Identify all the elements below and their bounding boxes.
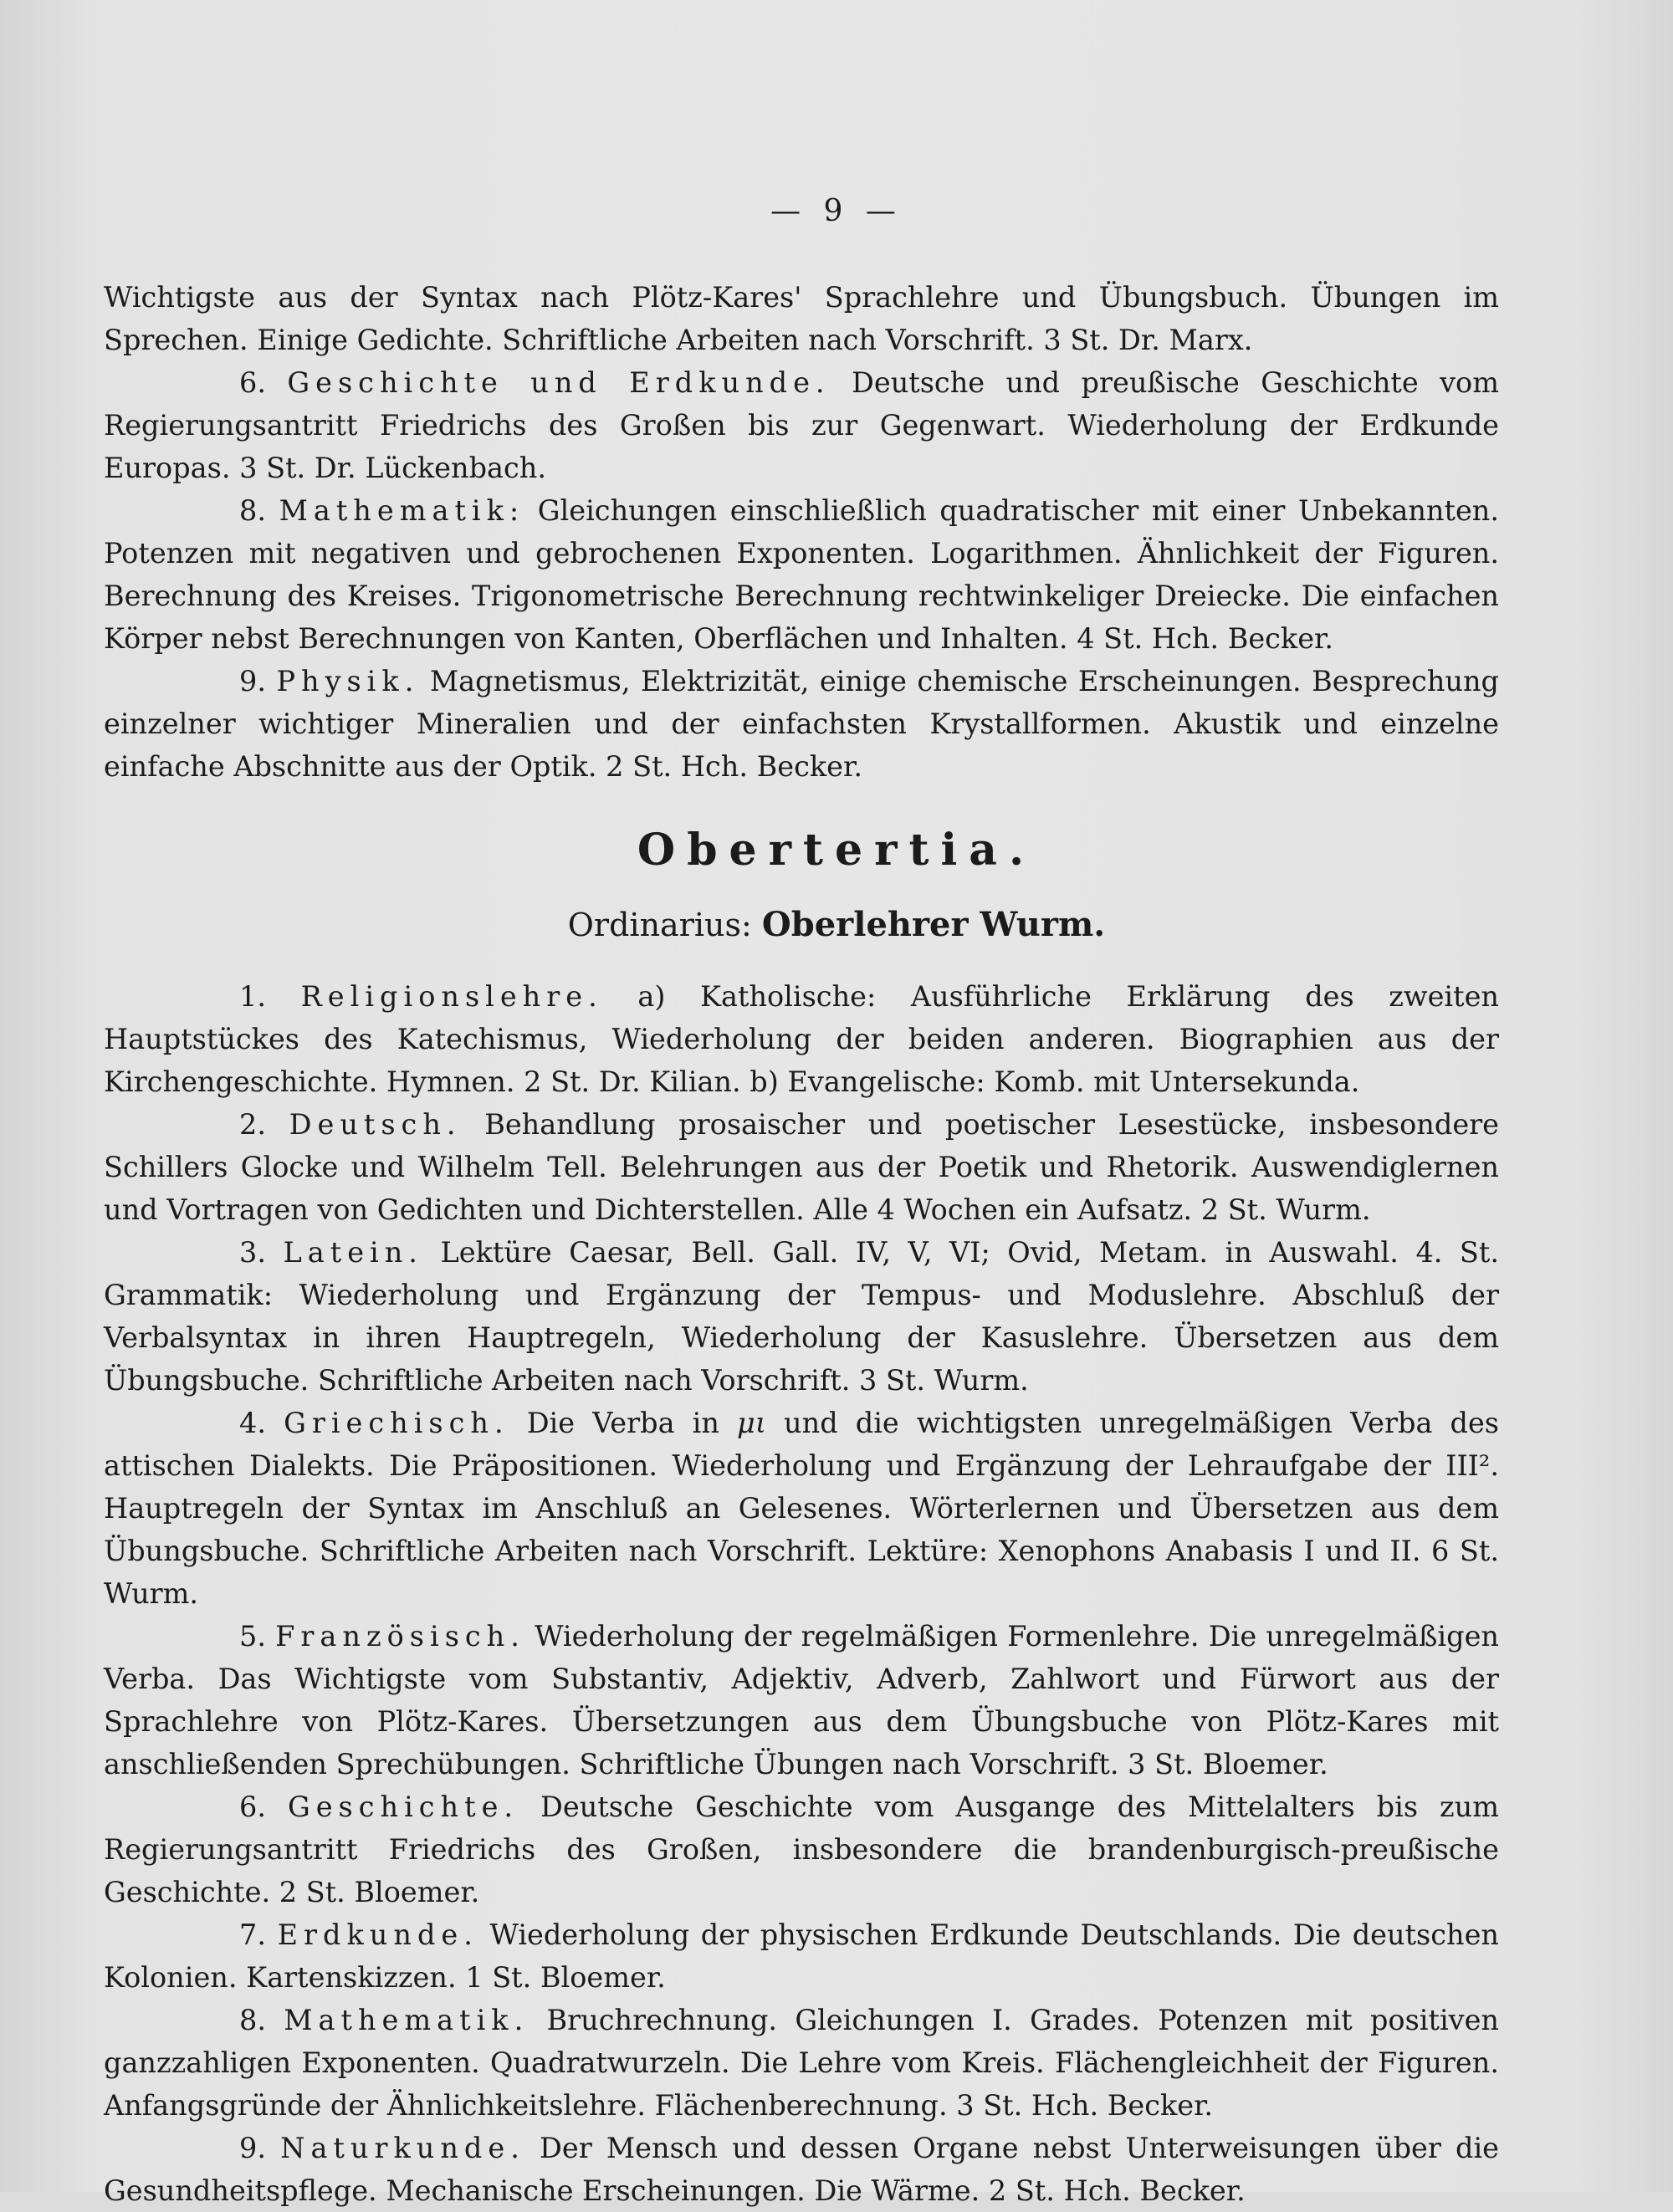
item-french: 5. Französisch. Wiederholung der regelmäßigen Formenlehre. Die unregelmäßigen Verba. Das Wichtigste vom Substantiv, Adjektiv, Adverb, Zahlwort und Fürwort aus der Sprachlehre von Plötz-Kares. Übersetzungen aus dem Übungsbuche von Plötz-Kares mit anschließenden Sprechübungen. Schriftliche Übungen nach Vorschrift. 3 St. Bloemer. [104, 1620, 1499, 1780]
item-natural-science: 9. Naturkunde. Der Mensch und dessen Organe nebst Unterweisungen über die Gesundheitspflege. Mechanische Erscheinungen. Die Wärme. 2 St. Hch. Becker. [104, 2132, 1499, 2207]
paragraph-history-geography: 6. Geschichte und Erdkunde. Deutsche und preußische Geschichte vom Regierungsantritt Friedrichs des Großen bis zur Gegenwart. Wiederholung der Erdkunde Europas. 3 St. Dr. Lückenbach. [104, 366, 1499, 484]
item-latin: 3. Latein. Lektüre Caesar, Bell. Gall. IV, V, VI; Ovid, Metam. in Auswahl. 4. St. Grammatik: Wiederholung und Ergänzung der Tempus- und Moduslehre. Abschluß der Verbalsyntax in ihren Hauptregeln, Wiederholung der Kasuslehre. Übersetzen aus dem Übungsbuche. Schriftliche Arbeiten nach Vorschrift. 3 St. Wurm. [104, 1236, 1499, 1397]
subject-heading: Physik. [276, 665, 420, 697]
ordinarius-name: Oberlehrer Wurm. [761, 905, 1106, 944]
upper-section [104, 276, 1499, 788]
paragraph-mathematics: 8. Mathematik: Gleichungen einschließlich quadratischer mit einer Unbekannten. Potenzen mit negativen und gebrochenen Exponenten. Logarithmen. Ähnlichkeit der Figuren. Berechnung des Kreises. Trigonometrische Berechnung rechtwinkeliger Dreiecke. Die einfachen Körper nebst Berechnungen von Kanten, Oberflächen und Inhalten. 4 St. Hch. Becker. [104, 494, 1499, 655]
section-title: Obertertia. [637, 825, 1036, 876]
ordinarius-label: Ordinarius: [567, 907, 752, 943]
subject-heading: Geschichte und Erdkunde. [287, 366, 831, 399]
subject-heading: Naturkunde. [280, 2132, 525, 2164]
item-religion: 1. Religionslehre. a) Katholische: Ausführliche Erklärung des zweiten Hauptstückes des Katechismus, Wiederholung der beiden anderen. Biographien aus der Kirchengeschichte. Hymnen. 2 St. Dr. Kilian. b) Evangelische: Komb. mit Untersekunda. [104, 980, 1499, 1098]
subject-heading: Erdkunde. [277, 1918, 478, 1951]
subject-heading: Geschichte. [287, 1791, 519, 1823]
subject-heading: Religionslehre. [300, 980, 603, 1013]
item-german: 2. Deutsch. Behandlung prosaischer und poetischer Lesestücke, insbesondere Schillers Glocke und Wilhelm Tell. Belehrungen aus der Poetik und Rhetorik. Auswendiglernen und Vortragen von Gedichten und Dichterstellen. Alle 4 Wochen ein Aufsatz. 2 St. Wurm. [104, 1108, 1499, 1226]
page-number: — 9 — [770, 194, 903, 228]
paragraph-physics: 9. Physik. Magnetismus, Elektrizität, einige chemische Erscheinungen. Besprechung einzelner wichtiger Mineralien und der einfachsten Krystallformen. Akustik und einzelne einfache Abschnitte aus der Optik. 2 St. Hch. Becker. [104, 665, 1499, 783]
subject-heading: Französisch. [275, 1620, 525, 1653]
item-geography: 7. Erdkunde. Wiederholung der physischen Erdkunde Deutschlands. Die deutschen Kolonien. Kartenskizzen. 1 St. Bloemer. [104, 1918, 1499, 1994]
subject-heading: Griechisch. [284, 1407, 509, 1439]
curriculum-list [104, 975, 1499, 2212]
item-greek: 4. Griechisch. Die Verba in μι und die wichtigsten unregelmäßigen Verba des attischen Dialekts. Die Präpositionen. Wiederholung und Ergänzung der Lehraufgabe der III². Hauptregeln der Syntax im Anschluß an Gelesenes. Wörterlernen und Übersetzen aus dem Übungsbuche. Schriftliche Arbeiten nach Vorschrift. Lektüre: Xenophons Anabasis I und II. 6 St. Wurm. [104, 1407, 1499, 1610]
ordinarius-line [0, 905, 1673, 944]
subject-heading: Mathematik: [279, 494, 525, 527]
item-mathematics: 8. Mathematik. Bruchrechnung. Gleichungen I. Grades. Potenzen mit positiven ganzzahligen Exponenten. Quadratwurzeln. Die Lehre vom Kreis. Flächengleichheit der Figuren. Anfangsgründe der Ähnlichkeitslehre. Flächenberechnung. 3 St. Hch. Becker. [104, 2004, 1499, 2122]
subject-heading: Deutsch. [289, 1108, 462, 1141]
item-history: 6. Geschichte. Deutsche Geschichte vom Ausgange des Mittelalters bis zum Regierungsantritt Friedrichs des Großen, insbesondere die brandenburgisch-preußische Geschichte. 2 St. Bloemer. [104, 1791, 1499, 1908]
subject-heading: Latein. [283, 1236, 423, 1269]
continued-paragraph: Wichtigste aus der Syntax nach Plötz-Kares' Sprachlehre und Übungsbuch. Übungen im Sprechen. Einige Gedichte. Schriftliche Arbeiten nach Vorschrift. 3 St. Dr. Marx. [104, 281, 1499, 356]
subject-heading: Mathematik. [284, 2004, 530, 2036]
